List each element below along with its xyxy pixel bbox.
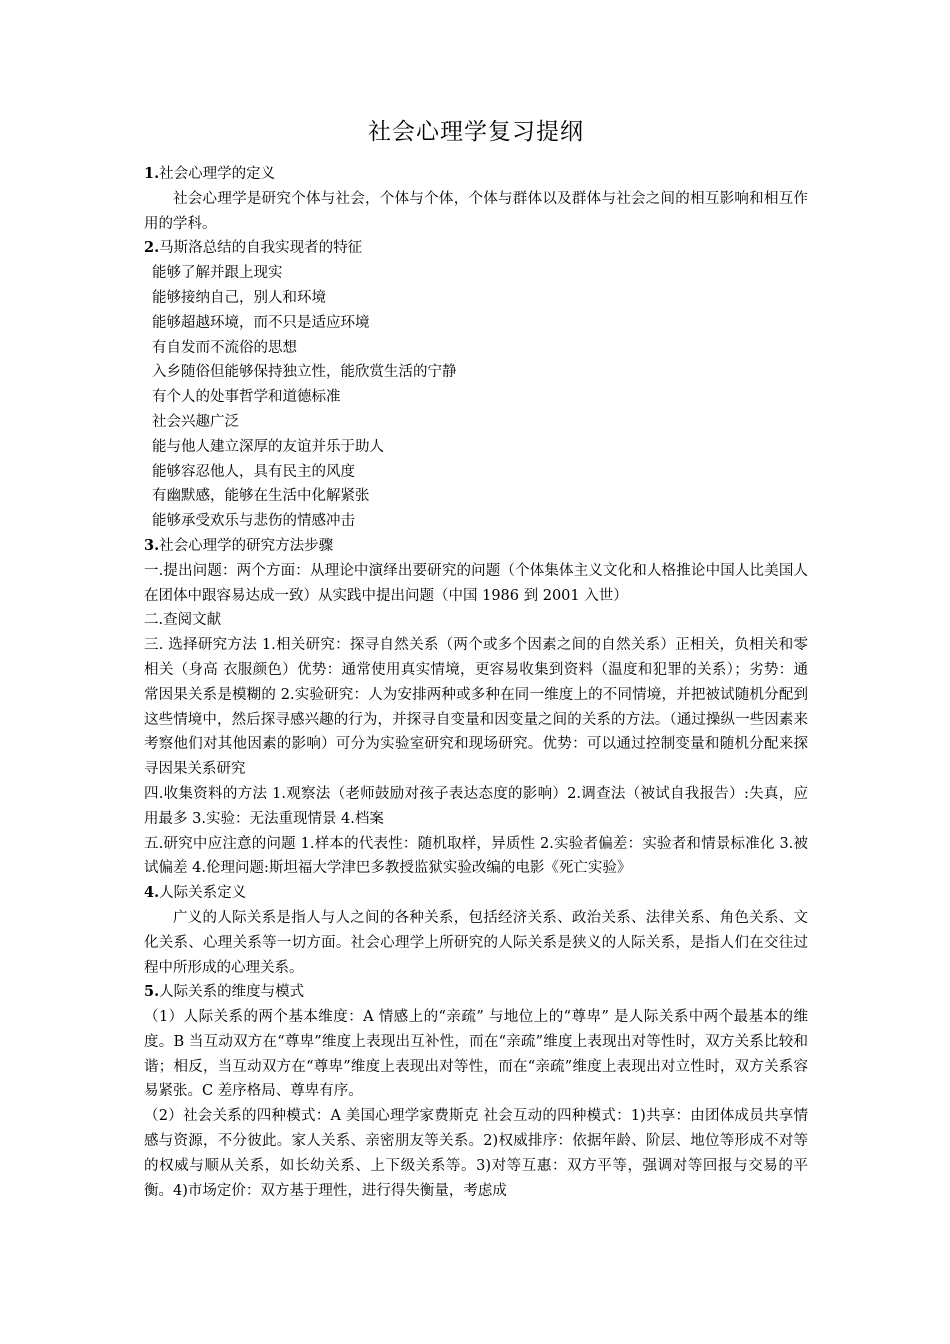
list-item: 能够超越环境，而不只是适应环境 [152,314,370,331]
section-5-part-2: （2）社会关系的四种模式：A 美国心理学家费斯克 社会互动的四种模式：1)共享：由团体成员共享情感与资源，不分彼此。家人关系、亲密朋友等关系。2)权威排序：依据年龄、阶层、地位等形成不对等的权威与顺从关系，如长幼关系、上下级关系等。3)对等互惠：双方平等，强调对等回报与交易的平衡。4)市场定价：双方基于理性，进行得失衡量，考虑成 [144,1108,808,1199]
section-number: 1. [144,165,160,182]
section-5-part-1: （1）人际关系的两个基本维度：A 情感上的“亲疏” 与地位上的“尊卑” 是人际关系中两个最基本的维度。B 当互动双方在“尊卑”维度上表现出互补性，而在“亲疏”维度上表现出对等性时，双方关系比较和谐；相反，当互动双方在“尊卑”维度上表现出对等性，而在“亲疏”维度上表现出对立性时，双方关系容易紧张。C 差序格局、尊卑有序。 [144,1009,808,1100]
section-1-heading [144,162,808,187]
list-item: 有个人的处事哲学和道德标准 [152,389,341,406]
list-item: 入乡随俗但能够保持独立性，能欣赏生活的宁静 [152,364,457,381]
section-title: 人际关系定义 [159,885,247,902]
list-item: 有幽默感，能够在生活中化解紧张 [152,488,370,505]
section-1-paragraph: 社会心理学是研究个体与社会，个体与个体，个体与群体以及群体与社会之间的相互影响和相互作用的学科。 [144,190,808,232]
section-title: 马斯洛总结的自我实现者的特征 [159,240,363,257]
list-item: 社会兴趣广泛 [152,413,239,430]
section-number: 2. [144,239,160,257]
section-title: 社会心理学的研究方法步骤 [159,537,334,554]
section-number: 3. [144,536,160,554]
list-item: 能够接纳自己，别人和环境 [152,289,326,306]
document-page [144,112,808,1203]
section-title: 人际关系的维度与模式 [159,984,305,1001]
document-title: 社会心理学复习提纲 [368,119,584,145]
section-number: 4. [144,884,160,902]
list-item: 能与他人建立深厚的友谊并乐于助人 [152,438,384,455]
section-3-step-2: 二.查阅文献 [144,612,222,629]
section-3-step-4: 四.收集资料的方法 1.观察法（老师鼓励对孩子表达态度的影响）2.调查法（被试自我报告）:失真，应用最多 3.实验：无法重现情景 4.档案 [144,785,808,827]
section-title: 社会心理学的定义 [159,166,276,182]
list-item: 能够容忍他人，具有民主的风度 [152,463,355,480]
list-item: 有自发而不流俗的思想 [152,339,297,356]
section-number: 5. [144,983,160,1001]
list-item: 能够承受欢乐与悲伤的情感冲击 [152,513,355,530]
section-5-heading [144,980,808,1005]
section-3-step-5: 五.研究中应注意的问题 1.样本的代表性：随机取样，异质性 2.实验者偏差：实验者和情景标准化 3.被试偏差 4.伦理问题:斯坦福大学津巴多教授监狱实验改编的电影《死亡实验》 [144,835,808,877]
section-3-step-3: 三. 选择研究方法 1.相关研究：探寻自然关系（两个或多个因素之间的自然关系）正相关，负相关和零相关（身高 衣服颜色）优势：通常使用真实情境，更容易收集到资料（温度和犯罪的关系）；劣势：通常因果关系是模糊的 2.实验研究：人为安排两种或多种在同一维度上的不同情境，并把被试随机分配到这些情境中，然后探寻感兴趣的行为，并探寻自变量和因变量之间的关系的方法。（通过操纵一些因素来考察他们对其他因素的影响）可分为实验室研究和现场研究。优势：可以通过控制变量和随机分配来探寻因果关系研究 [144,637,808,778]
section-4-heading [144,881,808,906]
section-3-step-1: 一.提出问题：两个方面：从理论中演绎出要研究的问题（个体集体主义文化和人格推论中国人比美国人在团体中跟容易达成一致）从实践中提出问题（中国 1986 到 2001 入世） [144,562,808,604]
section-4-paragraph: 广义的人际关系是指人与人之间的各种关系，包括经济关系、政治关系、法律关系、角色关系、文化关系、心理关系等一切方面。社会心理学上所研究的人际关系是狭义的人际关系，是指人们在交往过程中所形成的心理关系。 [144,909,808,976]
list-item: 能够了解并跟上现实 [152,265,283,282]
section-3-heading [144,534,808,559]
section-2-heading [144,236,808,261]
